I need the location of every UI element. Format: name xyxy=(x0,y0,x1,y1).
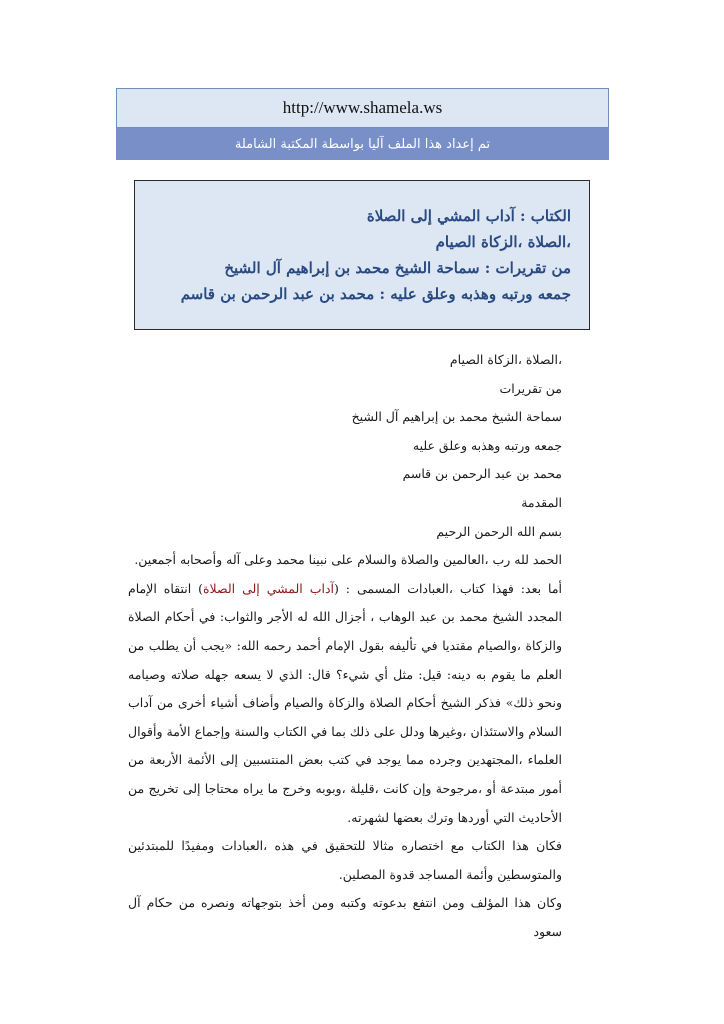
body-line: محمد بن عبد الرحمن بن قاسم xyxy=(402,466,562,482)
body-line: الحمد لله رب ،العالمين والصلاة والسلام على نبينا محمد وعلى آله وأصحابه أجمعين. xyxy=(134,552,562,568)
library-banner xyxy=(116,128,609,160)
basmala: بسم الله الرحمن الرحيم xyxy=(436,523,562,539)
body-line: من تقريرات xyxy=(499,380,562,396)
body-line: جمعه ورتبه وهذبه وعلق عليه xyxy=(412,437,562,453)
body-line: سماحة الشيخ محمد بن إبراهيم آل الشيخ xyxy=(351,409,562,425)
body-line: ،الصلاة ،الزكاة الصيام xyxy=(449,352,562,367)
body-paragraph: وكان هذا المؤلف ومن انتفع بدعوته وكتبه ومن أخذ بتوجهاته ونصره من حكام آل سعود xyxy=(128,895,562,939)
source-url: http://www.shamela.ws xyxy=(282,98,443,117)
book-info-box xyxy=(134,180,590,330)
intro-paragraph xyxy=(128,575,562,832)
document-body xyxy=(128,346,562,946)
book-editor-line: جمعه ورتبه وهذبه وعلق عليه : محمد بن عبد الرحمن بن قاسم xyxy=(180,285,571,303)
book-title-line: الكتاب : آداب المشي إلى الصلاة xyxy=(366,207,571,225)
body-paragraph: فكان هذا الكتاب مع اختصاره مثالا للتحقيق في هذه ،العبادات ومفيدًا للمبتدئين والمتوسطين وأئمة المساجد قدوة المصلين. xyxy=(128,838,562,882)
book-title-highlight: آداب المشي إلى الصلاة xyxy=(203,580,334,596)
banner-text: تم إعداد هذا الملف آليا بواسطة المكتبة الشاملة xyxy=(234,136,491,152)
book-topics-line: ،الصلاة ،الزكاة الصيام xyxy=(435,233,571,251)
source-url-box xyxy=(116,88,609,128)
intro-text-rest: ) انتقاه الإمام المجدد الشيخ محمد بن عبد الوهاب ، أجزال الله له الأجر والثواب: في أحكام الصلاة والزكاة ،والصيام مقتديا في تأليفه بقول الإمام أحمد رحمه الله: «يجب أن يطلب من العلم ما يقوم به دينه: قيل: مثل أي شيء؟ قال: الذي لا يسعه جهله صلاته وصيامه ونحو ذلك» فذكر الشيخ أحكام الصلاة والزكاة والصيام وأضاف أشياء أخرى من آداب السلام والاستئذان ،وغيرها ودلل على ذلك بما في الكتاب والسنة وإجماع الأمة وأقوال العلماء ،المجتهدين وجرده مما يوجد في كتب بعض المنتسبين إلى الأئمة الأربعة من أمور مبتدعة أو ،مرجوحة وإن كانت ،قليلة ،وبوبه وخرج ما يراه محتاجا إلى تخريج من الأحاديث التي أوردها وترك بعضها لشهرته. xyxy=(128,580,562,825)
intro-text-start: أما بعد: فهذا كتاب ،العبادات المسمى : ( xyxy=(334,580,562,596)
book-author-line: من تقريرات : سماحة الشيخ محمد بن إبراهيم آل الشيخ xyxy=(224,259,571,277)
section-heading: المقدمة xyxy=(521,494,562,510)
